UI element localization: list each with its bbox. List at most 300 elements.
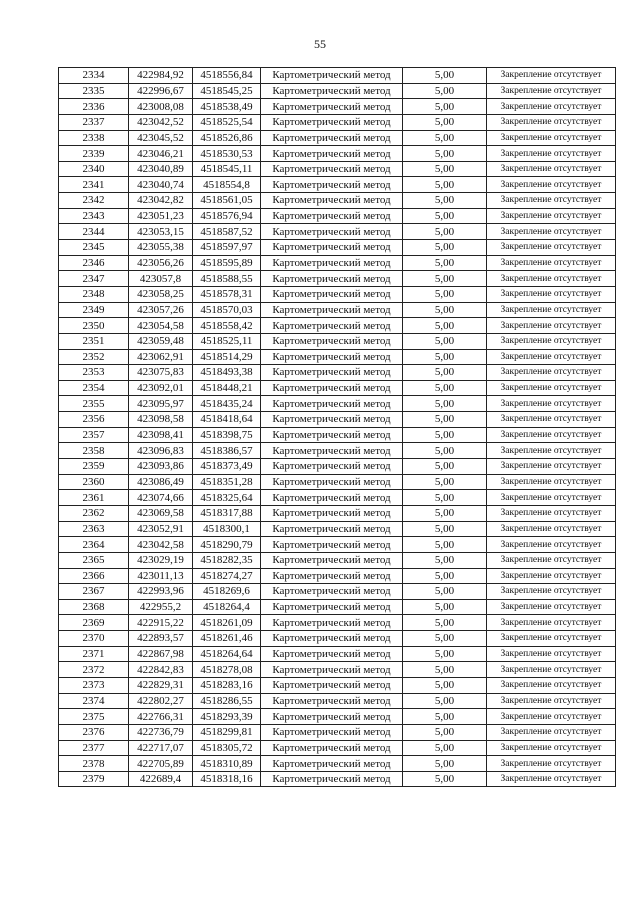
x-coordinate-cell: 423092,01 xyxy=(129,380,193,396)
method-cell: Картометрический метод xyxy=(261,396,403,412)
x-coordinate-cell: 423054,58 xyxy=(129,318,193,334)
method-cell: Картометрический метод xyxy=(261,490,403,506)
method-cell: Картометрический метод xyxy=(261,224,403,240)
fixation-cell: Закрепление отсутствует xyxy=(487,193,616,209)
accuracy-cell: 5,00 xyxy=(403,662,487,678)
x-coordinate-cell: 423045,52 xyxy=(129,130,193,146)
fixation-cell: Закрепление отсутствует xyxy=(487,286,616,302)
y-coordinate-cell: 4518261,46 xyxy=(193,631,261,647)
fixation-cell: Закрепление отсутствует xyxy=(487,208,616,224)
x-coordinate-cell: 422984,92 xyxy=(129,68,193,84)
table-row xyxy=(59,349,616,365)
accuracy-cell: 5,00 xyxy=(403,412,487,428)
x-coordinate-cell: 422993,96 xyxy=(129,584,193,600)
table-row xyxy=(59,318,616,334)
method-cell: Картометрический метод xyxy=(261,380,403,396)
fixation-cell: Закрепление отсутствует xyxy=(487,302,616,318)
table-row xyxy=(59,68,616,84)
y-coordinate-cell: 4518545,11 xyxy=(193,161,261,177)
table-row xyxy=(59,646,616,662)
fixation-cell: Закрепление отсутствует xyxy=(487,521,616,537)
y-coordinate-cell: 4518578,31 xyxy=(193,286,261,302)
fixation-cell: Закрепление отсутствует xyxy=(487,646,616,662)
table-row xyxy=(59,740,616,756)
method-cell: Картометрический метод xyxy=(261,286,403,302)
x-coordinate-cell: 422705,89 xyxy=(129,756,193,772)
x-coordinate-cell: 423074,66 xyxy=(129,490,193,506)
x-coordinate-cell: 422736,79 xyxy=(129,724,193,740)
fixation-cell: Закрепление отсутствует xyxy=(487,271,616,287)
x-coordinate-cell: 423096,83 xyxy=(129,443,193,459)
x-coordinate-cell: 423057,8 xyxy=(129,271,193,287)
y-coordinate-cell: 4518595,89 xyxy=(193,255,261,271)
y-coordinate-cell: 4518525,11 xyxy=(193,333,261,349)
accuracy-cell: 5,00 xyxy=(403,396,487,412)
x-coordinate-cell: 423062,91 xyxy=(129,349,193,365)
y-coordinate-cell: 4518530,53 xyxy=(193,146,261,162)
accuracy-cell: 5,00 xyxy=(403,693,487,709)
x-coordinate-cell: 423046,21 xyxy=(129,146,193,162)
x-coordinate-cell: 423059,48 xyxy=(129,333,193,349)
y-coordinate-cell: 4518317,88 xyxy=(193,505,261,521)
fixation-cell: Закрепление отсутствует xyxy=(487,568,616,584)
point-number-cell: 2366 xyxy=(59,568,129,584)
y-coordinate-cell: 4518310,89 xyxy=(193,756,261,772)
x-coordinate-cell: 423055,38 xyxy=(129,240,193,256)
x-coordinate-cell: 422867,98 xyxy=(129,646,193,662)
method-cell: Картометрический метод xyxy=(261,756,403,772)
table-row xyxy=(59,568,616,584)
table-row xyxy=(59,114,616,130)
table-row xyxy=(59,615,616,631)
accuracy-cell: 5,00 xyxy=(403,537,487,553)
point-number-cell: 2343 xyxy=(59,208,129,224)
fixation-cell: Закрепление отсутствует xyxy=(487,114,616,130)
accuracy-cell: 5,00 xyxy=(403,333,487,349)
point-number-cell: 2356 xyxy=(59,412,129,428)
method-cell: Картометрический метод xyxy=(261,693,403,709)
method-cell: Картометрический метод xyxy=(261,521,403,537)
y-coordinate-cell: 4518278,08 xyxy=(193,662,261,678)
accuracy-cell: 5,00 xyxy=(403,114,487,130)
fixation-cell: Закрепление отсутствует xyxy=(487,333,616,349)
fixation-cell: Закрепление отсутствует xyxy=(487,771,616,787)
x-coordinate-cell: 423051,23 xyxy=(129,208,193,224)
table-row xyxy=(59,709,616,725)
table-row xyxy=(59,224,616,240)
point-number-cell: 2359 xyxy=(59,459,129,475)
fixation-cell: Закрепление отсутствует xyxy=(487,380,616,396)
y-coordinate-cell: 4518545,25 xyxy=(193,83,261,99)
point-number-cell: 2375 xyxy=(59,709,129,725)
fixation-cell: Закрепление отсутствует xyxy=(487,365,616,381)
accuracy-cell: 5,00 xyxy=(403,568,487,584)
accuracy-cell: 5,00 xyxy=(403,83,487,99)
x-coordinate-cell: 423040,74 xyxy=(129,177,193,193)
point-number-cell: 2341 xyxy=(59,177,129,193)
fixation-cell: Закрепление отсутствует xyxy=(487,677,616,693)
accuracy-cell: 5,00 xyxy=(403,740,487,756)
accuracy-cell: 5,00 xyxy=(403,286,487,302)
method-cell: Картометрический метод xyxy=(261,443,403,459)
accuracy-cell: 5,00 xyxy=(403,646,487,662)
x-coordinate-cell: 422829,31 xyxy=(129,677,193,693)
y-coordinate-cell: 4518398,75 xyxy=(193,427,261,443)
table-row xyxy=(59,443,616,459)
y-coordinate-cell: 4518286,55 xyxy=(193,693,261,709)
y-coordinate-cell: 4518274,27 xyxy=(193,568,261,584)
table-row xyxy=(59,255,616,271)
point-number-cell: 2345 xyxy=(59,240,129,256)
accuracy-cell: 5,00 xyxy=(403,771,487,787)
y-coordinate-cell: 4518269,6 xyxy=(193,584,261,600)
y-coordinate-cell: 4518554,8 xyxy=(193,177,261,193)
method-cell: Картометрический метод xyxy=(261,631,403,647)
point-number-cell: 2371 xyxy=(59,646,129,662)
accuracy-cell: 5,00 xyxy=(403,724,487,740)
method-cell: Картометрический метод xyxy=(261,709,403,725)
fixation-cell: Закрепление отсутствует xyxy=(487,599,616,615)
method-cell: Картометрический метод xyxy=(261,68,403,84)
point-number-cell: 2337 xyxy=(59,114,129,130)
accuracy-cell: 5,00 xyxy=(403,756,487,772)
x-coordinate-cell: 423056,26 xyxy=(129,255,193,271)
y-coordinate-cell: 4518264,64 xyxy=(193,646,261,662)
point-number-cell: 2379 xyxy=(59,771,129,787)
accuracy-cell: 5,00 xyxy=(403,599,487,615)
method-cell: Картометрический метод xyxy=(261,114,403,130)
fixation-cell: Закрепление отсутствует xyxy=(487,130,616,146)
point-number-cell: 2358 xyxy=(59,443,129,459)
x-coordinate-cell: 423042,52 xyxy=(129,114,193,130)
method-cell: Картометрический метод xyxy=(261,459,403,475)
point-number-cell: 2363 xyxy=(59,521,129,537)
fixation-cell: Закрепление отсутствует xyxy=(487,83,616,99)
method-cell: Картометрический метод xyxy=(261,333,403,349)
table-row xyxy=(59,365,616,381)
method-cell: Картометрический метод xyxy=(261,240,403,256)
x-coordinate-cell: 422915,22 xyxy=(129,615,193,631)
y-coordinate-cell: 4518351,28 xyxy=(193,474,261,490)
y-coordinate-cell: 4518448,21 xyxy=(193,380,261,396)
method-cell: Картометрический метод xyxy=(261,615,403,631)
table-row xyxy=(59,505,616,521)
x-coordinate-cell: 423086,49 xyxy=(129,474,193,490)
method-cell: Картометрический метод xyxy=(261,130,403,146)
point-number-cell: 2353 xyxy=(59,365,129,381)
accuracy-cell: 5,00 xyxy=(403,709,487,725)
method-cell: Картометрический метод xyxy=(261,208,403,224)
method-cell: Картометрический метод xyxy=(261,365,403,381)
y-coordinate-cell: 4518526,86 xyxy=(193,130,261,146)
method-cell: Картометрический метод xyxy=(261,662,403,678)
x-coordinate-cell: 423069,58 xyxy=(129,505,193,521)
y-coordinate-cell: 4518514,29 xyxy=(193,349,261,365)
y-coordinate-cell: 4518556,84 xyxy=(193,68,261,84)
y-coordinate-cell: 4518570,03 xyxy=(193,302,261,318)
method-cell: Картометрический метод xyxy=(261,318,403,334)
point-number-cell: 2355 xyxy=(59,396,129,412)
point-number-cell: 2346 xyxy=(59,255,129,271)
x-coordinate-cell: 423057,26 xyxy=(129,302,193,318)
method-cell: Картометрический метод xyxy=(261,271,403,287)
x-coordinate-cell: 422802,27 xyxy=(129,693,193,709)
y-coordinate-cell: 4518386,57 xyxy=(193,443,261,459)
accuracy-cell: 5,00 xyxy=(403,208,487,224)
x-coordinate-cell: 422893,57 xyxy=(129,631,193,647)
fixation-cell: Закрепление отсутствует xyxy=(487,255,616,271)
accuracy-cell: 5,00 xyxy=(403,427,487,443)
accuracy-cell: 5,00 xyxy=(403,365,487,381)
y-coordinate-cell: 4518283,16 xyxy=(193,677,261,693)
table-row xyxy=(59,161,616,177)
fixation-cell: Закрепление отсутствует xyxy=(487,412,616,428)
accuracy-cell: 5,00 xyxy=(403,302,487,318)
x-coordinate-cell: 423098,58 xyxy=(129,412,193,428)
y-coordinate-cell: 4518293,39 xyxy=(193,709,261,725)
accuracy-cell: 5,00 xyxy=(403,177,487,193)
point-number-cell: 2338 xyxy=(59,130,129,146)
point-number-cell: 2368 xyxy=(59,599,129,615)
y-coordinate-cell: 4518299,81 xyxy=(193,724,261,740)
y-coordinate-cell: 4518325,64 xyxy=(193,490,261,506)
fixation-cell: Закрепление отсутствует xyxy=(487,615,616,631)
y-coordinate-cell: 4518493,38 xyxy=(193,365,261,381)
x-coordinate-cell: 423042,82 xyxy=(129,193,193,209)
x-coordinate-cell: 423053,15 xyxy=(129,224,193,240)
x-coordinate-cell: 423098,41 xyxy=(129,427,193,443)
x-coordinate-cell: 423029,19 xyxy=(129,552,193,568)
point-number-cell: 2344 xyxy=(59,224,129,240)
point-number-cell: 2361 xyxy=(59,490,129,506)
accuracy-cell: 5,00 xyxy=(403,130,487,146)
y-coordinate-cell: 4518576,94 xyxy=(193,208,261,224)
table-row xyxy=(59,83,616,99)
point-number-cell: 2376 xyxy=(59,724,129,740)
point-number-cell: 2369 xyxy=(59,615,129,631)
table-row xyxy=(59,302,616,318)
method-cell: Картометрический метод xyxy=(261,474,403,490)
y-coordinate-cell: 4518435,24 xyxy=(193,396,261,412)
method-cell: Картометрический метод xyxy=(261,83,403,99)
table-row xyxy=(59,177,616,193)
fixation-cell: Закрепление отсутствует xyxy=(487,349,616,365)
fixation-cell: Закрепление отсутствует xyxy=(487,662,616,678)
x-coordinate-cell: 423058,25 xyxy=(129,286,193,302)
fixation-cell: Закрепление отсутствует xyxy=(487,396,616,412)
point-number-cell: 2347 xyxy=(59,271,129,287)
table-row xyxy=(59,677,616,693)
table-row xyxy=(59,662,616,678)
y-coordinate-cell: 4518525,54 xyxy=(193,114,261,130)
table-row xyxy=(59,693,616,709)
x-coordinate-cell: 423075,83 xyxy=(129,365,193,381)
accuracy-cell: 5,00 xyxy=(403,677,487,693)
point-number-cell: 2340 xyxy=(59,161,129,177)
point-number-cell: 2372 xyxy=(59,662,129,678)
fixation-cell: Закрепление отсутствует xyxy=(487,584,616,600)
point-number-cell: 2360 xyxy=(59,474,129,490)
accuracy-cell: 5,00 xyxy=(403,459,487,475)
point-number-cell: 2349 xyxy=(59,302,129,318)
fixation-cell: Закрепление отсутствует xyxy=(487,740,616,756)
fixation-cell: Закрепление отсутствует xyxy=(487,490,616,506)
method-cell: Картометрический метод xyxy=(261,724,403,740)
method-cell: Картометрический метод xyxy=(261,505,403,521)
x-coordinate-cell: 423095,97 xyxy=(129,396,193,412)
point-number-cell: 2351 xyxy=(59,333,129,349)
fixation-cell: Закрепление отсутствует xyxy=(487,427,616,443)
accuracy-cell: 5,00 xyxy=(403,224,487,240)
accuracy-cell: 5,00 xyxy=(403,474,487,490)
point-number-cell: 2362 xyxy=(59,505,129,521)
x-coordinate-cell: 423040,89 xyxy=(129,161,193,177)
y-coordinate-cell: 4518588,55 xyxy=(193,271,261,287)
fixation-cell: Закрепление отсутствует xyxy=(487,177,616,193)
coordinates-table xyxy=(58,67,616,787)
method-cell: Картометрический метод xyxy=(261,193,403,209)
y-coordinate-cell: 4518318,16 xyxy=(193,771,261,787)
accuracy-cell: 5,00 xyxy=(403,271,487,287)
method-cell: Картометрический метод xyxy=(261,349,403,365)
method-cell: Картометрический метод xyxy=(261,99,403,115)
point-number-cell: 2377 xyxy=(59,740,129,756)
table-row xyxy=(59,193,616,209)
y-coordinate-cell: 4518264,4 xyxy=(193,599,261,615)
fixation-cell: Закрепление отсутствует xyxy=(487,756,616,772)
table-row xyxy=(59,552,616,568)
table-row xyxy=(59,412,616,428)
point-number-cell: 2354 xyxy=(59,380,129,396)
table-row xyxy=(59,599,616,615)
point-number-cell: 2378 xyxy=(59,756,129,772)
method-cell: Картометрический метод xyxy=(261,584,403,600)
table-row xyxy=(59,208,616,224)
accuracy-cell: 5,00 xyxy=(403,318,487,334)
table-row xyxy=(59,333,616,349)
method-cell: Картометрический метод xyxy=(261,161,403,177)
method-cell: Картометрический метод xyxy=(261,599,403,615)
table-row xyxy=(59,631,616,647)
table-row xyxy=(59,130,616,146)
table-row xyxy=(59,380,616,396)
method-cell: Картометрический метод xyxy=(261,146,403,162)
point-number-cell: 2335 xyxy=(59,83,129,99)
accuracy-cell: 5,00 xyxy=(403,99,487,115)
x-coordinate-cell: 422842,83 xyxy=(129,662,193,678)
fixation-cell: Закрепление отсутствует xyxy=(487,443,616,459)
point-number-cell: 2342 xyxy=(59,193,129,209)
table-row xyxy=(59,474,616,490)
fixation-cell: Закрепление отсутствует xyxy=(487,631,616,647)
method-cell: Картометрический метод xyxy=(261,771,403,787)
accuracy-cell: 5,00 xyxy=(403,521,487,537)
y-coordinate-cell: 4518587,52 xyxy=(193,224,261,240)
table-row xyxy=(59,724,616,740)
point-number-cell: 2365 xyxy=(59,552,129,568)
method-cell: Картометрический метод xyxy=(261,677,403,693)
y-coordinate-cell: 4518282,35 xyxy=(193,552,261,568)
fixation-cell: Закрепление отсутствует xyxy=(487,552,616,568)
point-number-cell: 2348 xyxy=(59,286,129,302)
method-cell: Картометрический метод xyxy=(261,552,403,568)
point-number-cell: 2334 xyxy=(59,68,129,84)
y-coordinate-cell: 4518305,72 xyxy=(193,740,261,756)
x-coordinate-cell: 422766,31 xyxy=(129,709,193,725)
fixation-cell: Закрепление отсутствует xyxy=(487,505,616,521)
y-coordinate-cell: 4518373,49 xyxy=(193,459,261,475)
fixation-cell: Закрепление отсутствует xyxy=(487,161,616,177)
table-row xyxy=(59,756,616,772)
fixation-cell: Закрепление отсутствует xyxy=(487,709,616,725)
accuracy-cell: 5,00 xyxy=(403,380,487,396)
x-coordinate-cell: 423011,13 xyxy=(129,568,193,584)
fixation-cell: Закрепление отсутствует xyxy=(487,724,616,740)
accuracy-cell: 5,00 xyxy=(403,584,487,600)
point-number-cell: 2364 xyxy=(59,537,129,553)
table-row xyxy=(59,99,616,115)
accuracy-cell: 5,00 xyxy=(403,146,487,162)
x-coordinate-cell: 423042,58 xyxy=(129,537,193,553)
accuracy-cell: 5,00 xyxy=(403,255,487,271)
fixation-cell: Закрепление отсутствует xyxy=(487,474,616,490)
accuracy-cell: 5,00 xyxy=(403,349,487,365)
y-coordinate-cell: 4518290,79 xyxy=(193,537,261,553)
method-cell: Картометрический метод xyxy=(261,302,403,318)
x-coordinate-cell: 423052,91 xyxy=(129,521,193,537)
table-row xyxy=(59,286,616,302)
fixation-cell: Закрепление отсутствует xyxy=(487,99,616,115)
fixation-cell: Закрепление отсутствует xyxy=(487,224,616,240)
table-row xyxy=(59,771,616,787)
accuracy-cell: 5,00 xyxy=(403,443,487,459)
accuracy-cell: 5,00 xyxy=(403,193,487,209)
method-cell: Картометрический метод xyxy=(261,537,403,553)
accuracy-cell: 5,00 xyxy=(403,490,487,506)
table-row xyxy=(59,240,616,256)
fixation-cell: Закрепление отсутствует xyxy=(487,693,616,709)
y-coordinate-cell: 4518418,64 xyxy=(193,412,261,428)
table-row xyxy=(59,271,616,287)
method-cell: Картометрический метод xyxy=(261,568,403,584)
accuracy-cell: 5,00 xyxy=(403,552,487,568)
table-row xyxy=(59,584,616,600)
y-coordinate-cell: 4518597,97 xyxy=(193,240,261,256)
point-number-cell: 2373 xyxy=(59,677,129,693)
method-cell: Картометрический метод xyxy=(261,255,403,271)
y-coordinate-cell: 4518561,05 xyxy=(193,193,261,209)
point-number-cell: 2357 xyxy=(59,427,129,443)
fixation-cell: Закрепление отсутствует xyxy=(487,537,616,553)
point-number-cell: 2370 xyxy=(59,631,129,647)
point-number-cell: 2374 xyxy=(59,693,129,709)
fixation-cell: Закрепление отсутствует xyxy=(487,68,616,84)
x-coordinate-cell: 422955,2 xyxy=(129,599,193,615)
x-coordinate-cell: 422996,67 xyxy=(129,83,193,99)
accuracy-cell: 5,00 xyxy=(403,631,487,647)
fixation-cell: Закрепление отсутствует xyxy=(487,318,616,334)
accuracy-cell: 5,00 xyxy=(403,505,487,521)
table-row xyxy=(59,427,616,443)
x-coordinate-cell: 422717,07 xyxy=(129,740,193,756)
page-number: 55 xyxy=(314,37,326,51)
table-row xyxy=(59,396,616,412)
table-row xyxy=(59,521,616,537)
method-cell: Картометрический метод xyxy=(261,427,403,443)
point-number-cell: 2339 xyxy=(59,146,129,162)
y-coordinate-cell: 4518558,42 xyxy=(193,318,261,334)
method-cell: Картометрический метод xyxy=(261,646,403,662)
